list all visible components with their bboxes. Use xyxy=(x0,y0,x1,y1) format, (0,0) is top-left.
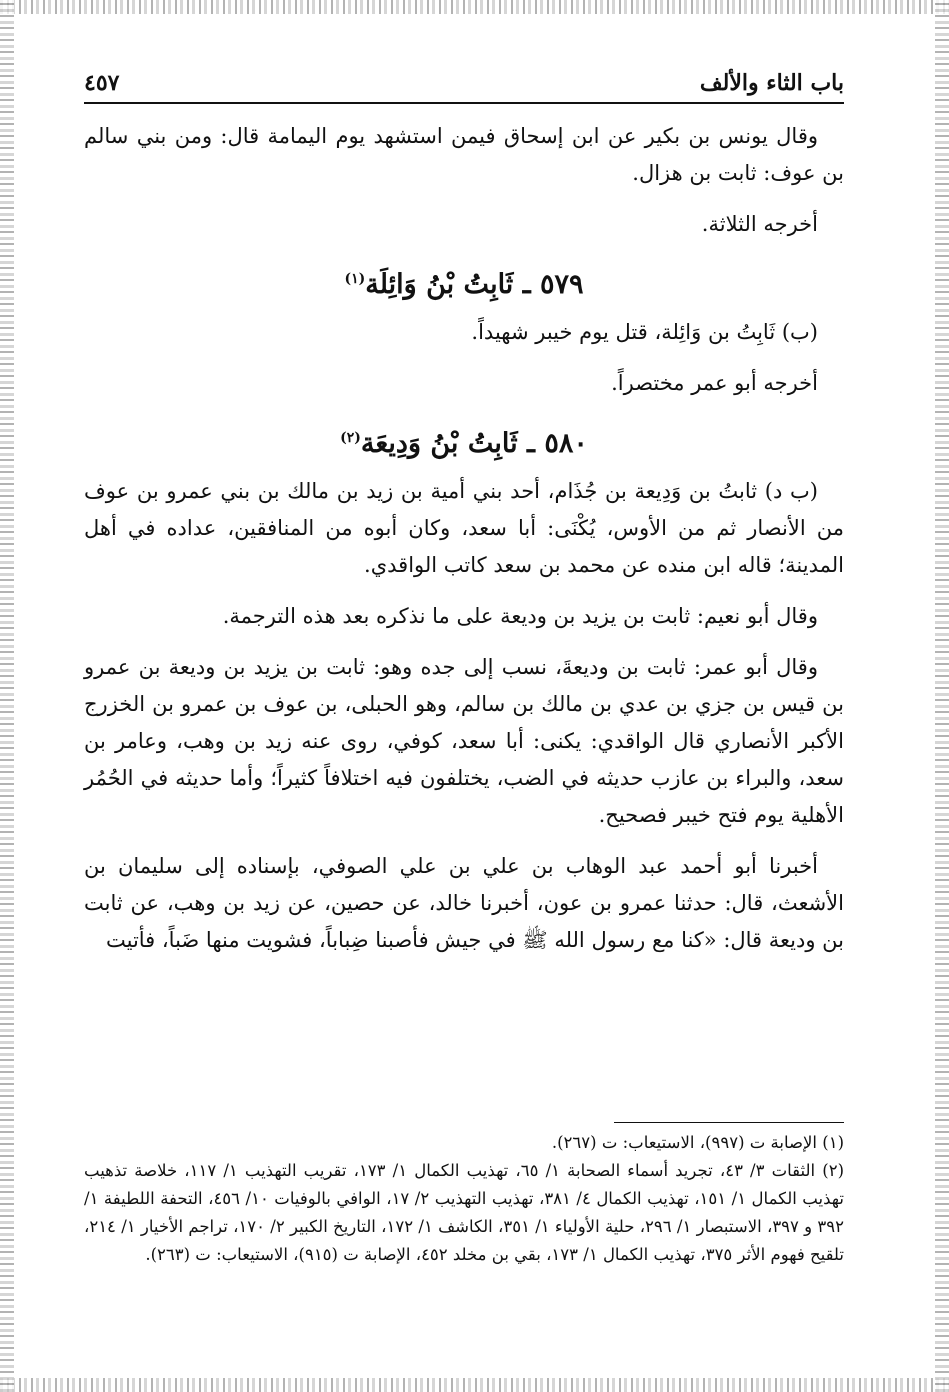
decorative-border-bottom xyxy=(0,1378,949,1392)
footnote-2: (٢) الثقات ٣/ ٤٣، تجريد أسماء الصحابة ١/ ٦٥، تهذيب الكمال ١/ ١٧٣، تقريب التهذيب ١/ ١١٧، خلاصة تذهيب تهذيب الكمال ١/ ١٥١، تهذيب الكمال ٤/ ٣٨١، تهذيب التهذيب ٢/ ١٧، الوافي بالوفيات ١٠/ ٤٥٦، التحفة اللطيفة ١/ ٣٩٢ و ٣٩٧، الاستبصار ١/ ٢٩٦، حلية الأولياء ١/ ٣٥١، الكاشف ١/ ١٧٢، التاريخ الكبير ٢/ ١٧٠، تراجم الأخيار ١/ ٢١٤، تلقيح فهوم الأثر ٣٧٥، تهذيب الكمال ١/ ١٧٣، بقي بن مخلد ٤٥٢، الإصابة ت (٩١٥)، الاستيعاب: ت (٢٦٣). xyxy=(84,1161,845,1264)
page-body xyxy=(84,70,844,959)
page-number: ٤٥٧ xyxy=(84,70,120,96)
footnote-1: (١) الإصابة ت (٩٩٧)، الاستيعاب: ت (٢٦٧). xyxy=(551,1133,844,1152)
entry-579-title xyxy=(84,269,844,300)
decorative-border-right xyxy=(935,0,949,1392)
decorative-border-top xyxy=(0,0,949,14)
footnote-ref-2: (٢) xyxy=(340,430,361,446)
entry-580-paragraph: أخبرنا أبو أحمد عبد الوهاب بن علي بن علي الصوفي، بإسناده إلى سليمان بن الأشعث، قال: حدثنا عمرو بن عون، أخبرنا خالد، عن حصين، عن زيد بن وهب، عن ثابت بن وديعة قال: «كنا مع رسول الله ﷺ في جيش فأصبنا ضِباباً، فشويت منها ضَباً، فأتيت xyxy=(84,854,844,952)
running-header xyxy=(84,70,844,104)
entry-580-paragraph: (ب د) ثابتُ بن وَدِيعة بن جُذَام، أحد بني أمية بن زيد بن مالك بن بني عمرو بن عوف من الأنصار ثم من الأوس، يُكْنَى: أبا سعد، وكان أبوه من المنافقين، عداده في أهل المدينة؛ قاله ابن منده عن محمد بن سعد كاتب الواقدي. xyxy=(84,479,844,577)
footnote-divider xyxy=(614,1122,844,1123)
entry-580-title xyxy=(84,428,844,459)
entry-579-paragraph: أخرجه أبو عمر مختصراً. xyxy=(611,371,818,395)
paragraph-yunus: وقال يونس بن بكير عن ابن إسحاق فيمن استشهد يوم اليمامة قال: ومن بني سالم بن عوف: ثابت بن هزال. xyxy=(84,124,844,185)
footnotes xyxy=(84,1122,844,1269)
entry-580-paragraph: وقال أبو نعيم: ثابت بن يزيد بن وديعة على ما نذكره بعد هذه الترجمة. xyxy=(222,604,818,628)
entry-579-paragraph: (ب) ثَابِتُ بن وَائِلة، قتل يوم خيبر شهيداً. xyxy=(471,320,818,344)
entry-580-heading: ٥٨٠ ـ ثَابِتُ بْنُ وَدِيعَة xyxy=(360,428,588,459)
footnote-ref-1: (١) xyxy=(344,271,366,287)
entry-580-paragraph: وقال أبو عمر: ثابت بن وديعةَ، نسب إلى جده وهو: ثابت بن يزيد بن وديعة بن عمرو بن قيس بن جزي بن عدي بن مالك بن سالم، وهو الحبلى، بن عوف بن عمرو بن الخزرج الأكبر الأنصاري قال الواقدي: يكنى: أبا سعد، كوفي، روى عنه زيد بن وهب، وعامر بن سعد، والبراء بن عازب حديثه في الضب، يختلفون فيه اختلافاً كثيراً؛ وأما حديثه في الحُمُر الأهلية يوم فتح خيبر فصحيح. xyxy=(84,655,844,827)
decorative-border-left xyxy=(0,0,14,1392)
entry-579-heading: ٥٧٩ ـ ثَابِتُ بْنُ وَائِلَة xyxy=(365,269,584,300)
paragraph-akhrajahu-thalatha: أخرجه الثلاثة. xyxy=(701,212,818,236)
chapter-title: باب الثاء والألف xyxy=(699,70,844,96)
